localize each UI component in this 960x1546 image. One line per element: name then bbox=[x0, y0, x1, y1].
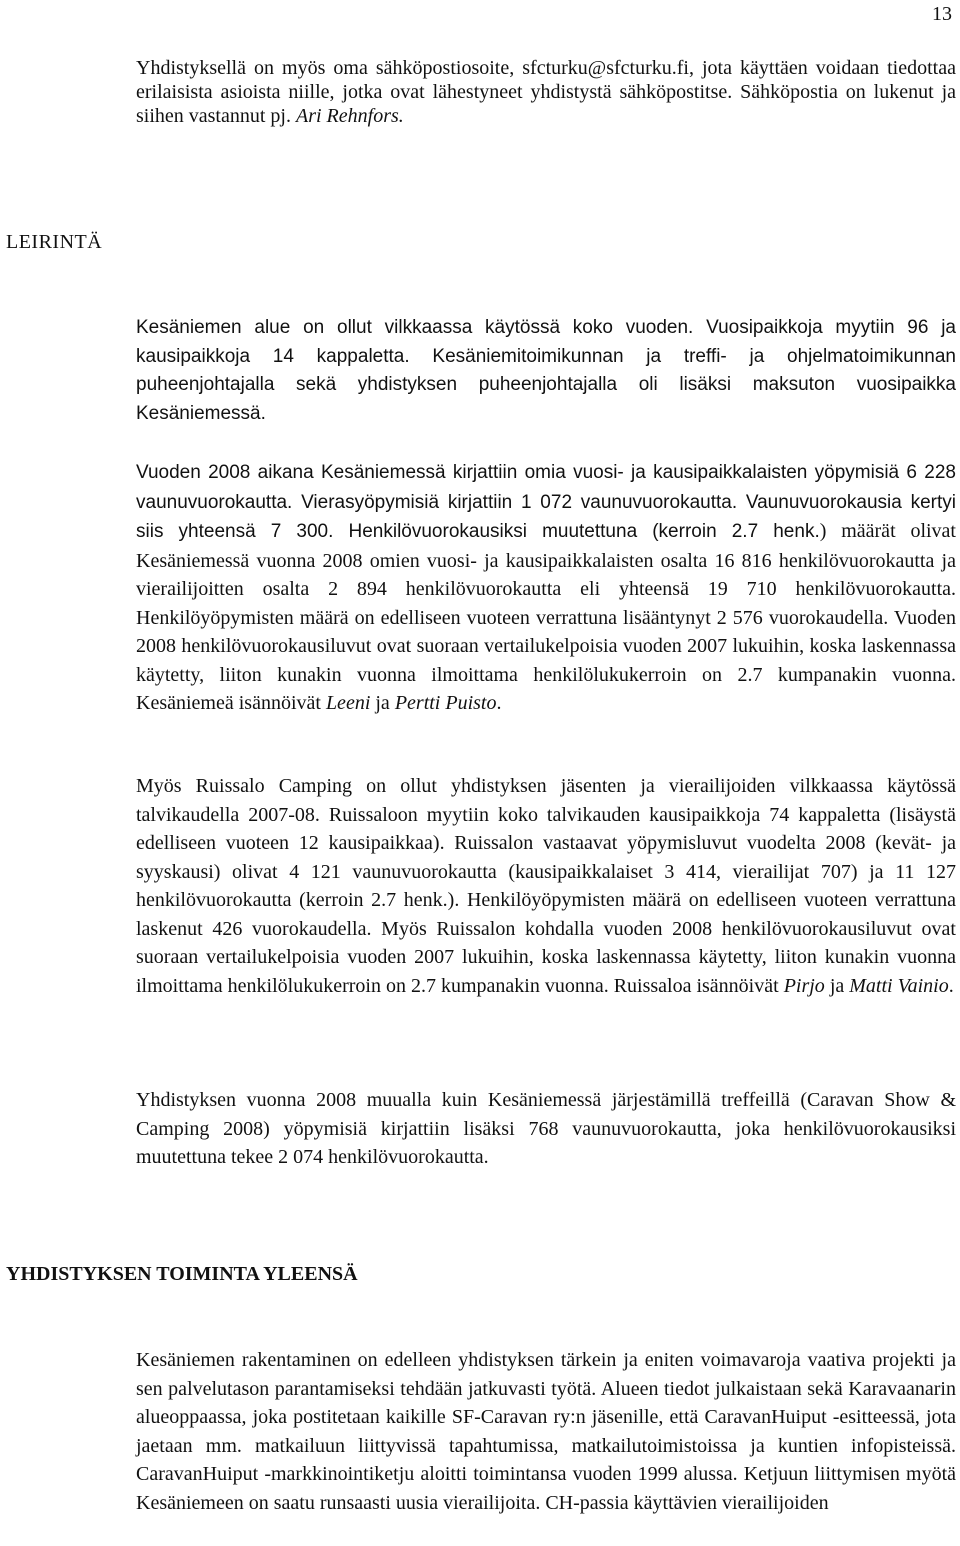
page-number: 13 bbox=[932, 3, 952, 25]
leirinta-paragraph-3 bbox=[136, 772, 956, 1000]
section-heading-toiminta: YHDISTYKSEN TOIMINTA YLEENSÄ bbox=[6, 1263, 358, 1285]
and-word-2: ja bbox=[829, 974, 845, 997]
period-1: . bbox=[496, 692, 502, 714]
leirinta-paragraph-2-text-sans: Vuoden 2008 aikana Kesäniemessä kirjattiin omia vuosi- ja kausipaikkalaisten yöpymisiä 6 228 vaunuvuorokautta. Vierasyöpymisiä kirjattiin 1 072 vaunuvuorokautta. Vaunuvuorokausia kertyi siis yhteensä 7 300. Henkilövuorokausiksi muutettuna (kerroin 2.7 henk. bbox=[136, 462, 956, 542]
toiminta-paragraph-1: Kesäniemen rakentaminen on edelleen yhdistyksen tärkein ja eniten voimavaroja vaativa projekti ja sen palvelutason parantamiseksi tehdään jatkuvasti työtä. Alueen tiedot julkaistaan sekä Karavaanarin alueoppaassa, joka postitetaan kaikille SF-Caravan ry:n jäsenille, että CaravanHuiput -esitteessä, jota jaetaan mm. matkailuun liittyvissä tapahtumissa, matkailutoimistoissa ja kuntien infopisteissä. CaravanHuiput -markkinointiketju aloitti toimintansa vuoden 1999 alussa. Ketjuun liittymisen myötä Kesäniemeen on saatu runsaasti uusia vierailijoita. CH-passia käyttävien vierailijoiden bbox=[136, 1349, 956, 1514]
leirinta-paragraph-4: Yhdistyksen vuonna 2008 muualla kuin Kesäniemessä järjestämillä treffeillä (Caravan Show & Camping 2008) yöpymisiä kirjattiin lisäksi 768 vaunuvuorokautta, joka henkilövuorokausiksi muutettuna tekee 2 074 henkilövuorokautta. bbox=[136, 1089, 956, 1168]
host-name-pertti-puisto: Pertti Puisto bbox=[394, 692, 497, 714]
period-2: . bbox=[948, 974, 954, 997]
leirinta-paragraph-2 bbox=[136, 458, 956, 718]
host-name-matti-vainio: Matti Vainio bbox=[849, 974, 949, 997]
host-name-leeni: Leeni bbox=[325, 692, 371, 714]
leirinta-paragraph-3-text: Myös Ruissalo Camping on ollut yhdistyksen jäsenten ja vierailijoiden vilkkaassa käytössä talvikaudella 2007-08. Ruissaloon myytiin koko talvikauden kausipaikkoja 74 kappaletta (lisäystä edelliseen vuoteen 12 kausipaikkaa). Ruissalon vastaavat yöpymisluvut vuodelta 2008 (kevät- ja syyskausi) olivat 4 121 vaunuvuorokautta (kausipaikkalaiset 3 414, vierailijat 707) ja 11 127 henkilövuorokautta (kerroin 2.7 henk.). Henkilöyöpymisten määrä on edelliseen vuoteen verrattuna laskenut 426 vuorokaudella. Myös Ruissalon kohdalla vuoden 2008 henkilövuorokausiluvut ovat suoraan vertailukelpoisia vuoden 2007 lukuihin, koska laskennassa käytetty, liiton kunakin vuonna ilmoittama henkilölukukerroin on 2.7 kumpanakin vuonna. Ruissaloa isännöivät bbox=[136, 775, 956, 997]
section-heading-leirinta: LEIRINTÄ bbox=[6, 231, 103, 253]
leirinta-paragraph-2-text: ) määrät olivat Kesäniemessä vuonna 2008 omien vuosi- ja kausipaikkalaisten osalta 16 816 henkilövuorokautta ja vierailijoitten osalta 2 894 henkilövuorokautta eli yhteensä 19 710 henkilövuorokautta. Henkilöyöpymisten määrä on edelliseen vuoteen verrattuna lisääntynyt 2 576 vuorokaudella. Vuoden 2008 henkilövuorokausiluvut ovat suoraan vertailukelpoisia vuoden 2007 lukuihin, koska laskennassa käytetty, liiton kunakin vuonna ilmoittama henkilölukukerroin on 2.7 kumpanakin vuonna. Kesäniemeä isännöivät bbox=[136, 520, 956, 714]
leirinta-paragraph-1-text-b: Kesäniemitoimikunnan ja treffi- ja ohjelmatoimikunnan puheenjohtajalla sekä yhdistyksen puheenjohtajalla oli lisäksi maksuton vuosipaikka Kesäniemessä. bbox=[136, 345, 957, 424]
leirinta-paragraph-1-text-a: Kesäniemen alue on ollut vilkkaassa käytössä koko vuoden. Vuosipaikkoja myytiin 96 ja kausipaikkoja 14 kappaletta. bbox=[136, 317, 956, 367]
email-paragraph bbox=[136, 56, 956, 128]
leirinta-paragraph-1 bbox=[136, 314, 956, 428]
email-contact-name: Ari Rehnfors. bbox=[295, 105, 404, 127]
host-name-pirjo: Pirjo bbox=[783, 974, 825, 997]
and-word-1: ja bbox=[375, 692, 390, 714]
email-text: Yhdistyksellä on myös oma sähköpostiosoite, sfcturku@sfcturku.fi, jota käyttäen voidaan tiedottaa erilaisista asioista niille, jotka ovat lähestyneet yhdistystä sähköpostitse. Sähköpostia on lukenut ja siihen vastannut pj. bbox=[136, 57, 956, 127]
